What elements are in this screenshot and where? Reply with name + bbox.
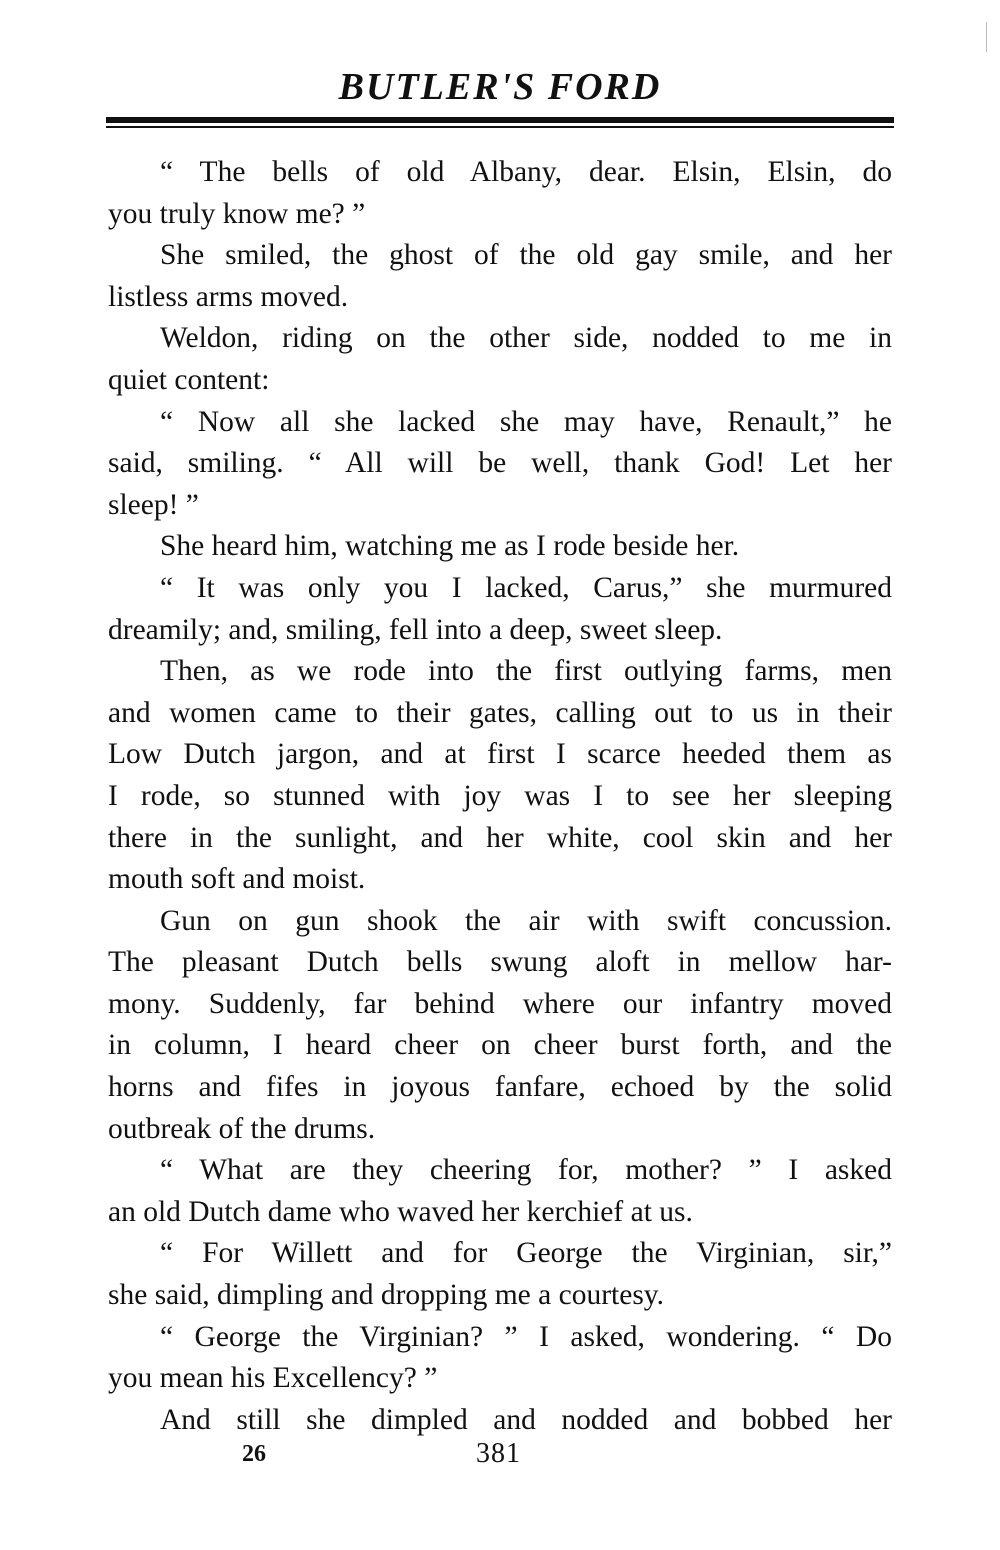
text-line: dreamily; and, smiling, fell into a deep, sweet sleep. [108,613,723,646]
signature-mark: 26 [242,1441,266,1467]
text-line: mony. Suddenly, far behind where our infantry moved [108,987,892,1020]
page-edge-mark [986,22,987,52]
page-number: 381 [476,1438,521,1469]
text-line: quiet content: [108,363,270,396]
text-line: sleep! ” [108,488,199,521]
text-line: Low Dutch jargon, and at first I scarce heeded them as [108,738,892,771]
text-line: “ It was only you I lacked, Carus,” she murmured [160,571,892,604]
text-line: said, smiling. “ All will be well, thank God! Let her [108,447,892,480]
body-text [108,152,892,1441]
text-line: you mean his Excellency? ” [108,1362,438,1395]
text-line: there in the sunlight, and her white, cool skin and her [108,821,892,854]
text-line: “ What are they cheering for, mother? ” I asked [160,1154,892,1187]
text-line: “ George the Virginian? ” I asked, wondering. “ Do [160,1320,892,1353]
text-line: Weldon, riding on the other side, nodded to me in [160,322,892,355]
text-line: Gun on gun shook the air with swift concussion. [160,904,892,937]
text-line: She smiled, the ghost of the old gay smile, and her [160,239,892,272]
header-rule-thick [106,117,894,123]
text-line: The pleasant Dutch bells swung aloft in mellow har- [108,946,892,979]
text-line: Then, as we rode into the first outlying farms, men [160,655,892,688]
text-line: listless arms moved. [108,280,349,313]
text-line: she said, dimpling and dropping me a courtesy. [108,1279,665,1312]
text-line: And still she dimpled and nodded and bobbed her [160,1403,892,1436]
text-line: mouth soft and moist. [108,863,366,896]
header-rule-thin [106,126,894,128]
text-line: outbreak of the drums. [108,1112,376,1145]
text-line: “ For Willett and for George the Virginian, sir,” [160,1237,892,1270]
text-line: an old Dutch dame who waved her kerchief at us. [108,1195,693,1228]
text-line: “ Now all she lacked she may have, Renault,” he [160,405,892,438]
text-line: She heard him, watching me as I rode beside her. [160,530,740,563]
text-line: horns and fifes in joyous fanfare, echoed by the solid [108,1071,892,1104]
running-header: BUTLER'S FORD [338,66,662,108]
text-line: “ The bells of old Albany, dear. Elsin, Elsin, do [160,156,892,188]
text-line: in column, I heard cheer on cheer burst forth, and the [108,1029,892,1062]
text-line: and women came to their gates, calling out to us in their [108,696,892,729]
page-footer [0,1434,1000,1474]
text-line: you truly know me? ” [108,197,366,230]
text-line: I rode, so stunned with joy was I to see her sleeping [108,779,892,812]
